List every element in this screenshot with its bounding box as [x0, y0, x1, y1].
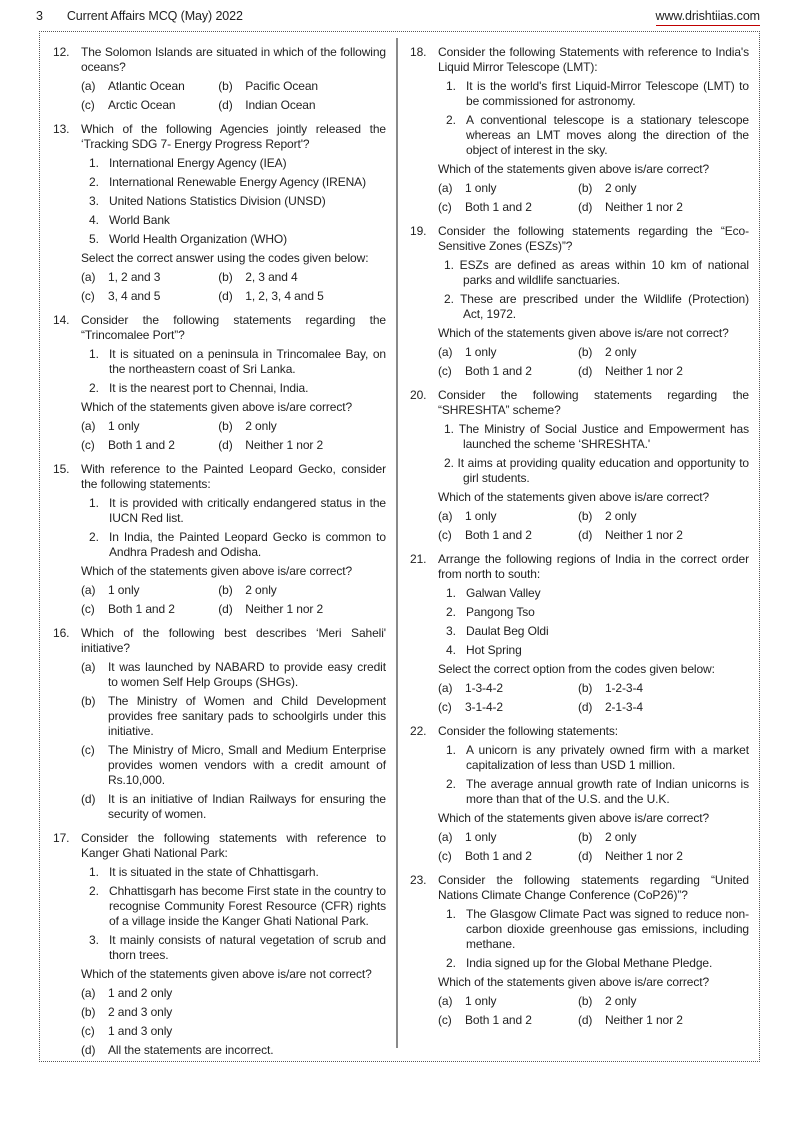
question-number: 18.	[410, 45, 427, 59]
statement-text: The Ministry of Social Justice and Empowerment has launched the scheme ‘SHRESHTA.'	[458, 422, 749, 451]
option	[578, 181, 749, 196]
question-number: 17.	[53, 831, 70, 845]
option-text: It is an initiative of Indian Railways for ensuring the security of women.	[108, 792, 386, 821]
statement-text: World Health Organization (WHO)	[109, 232, 288, 246]
option	[81, 694, 386, 739]
option-text: 1, 2, 3, 4 and 5	[245, 289, 324, 303]
question	[410, 224, 749, 379]
option-label: (d)	[218, 438, 233, 452]
question-number: 22.	[410, 724, 427, 738]
option-text: 2-1-3-4	[604, 700, 643, 714]
option-label: (a)	[81, 583, 96, 597]
question-line: Which of the statements given above is/are correct?	[438, 490, 710, 504]
option-text: All the statements are incorrect.	[108, 1043, 274, 1057]
option-text: 1 only	[108, 419, 140, 433]
option-label: (b)	[577, 830, 593, 844]
statement-text: Galwan Valley	[466, 586, 541, 600]
option	[438, 364, 578, 379]
statement	[89, 232, 386, 247]
option-text: It was launched by NABARD to provide easy credit to women Self Help Groups (SHGs).	[108, 660, 386, 689]
option-label: (d)	[218, 98, 233, 112]
statement-label: 4.	[446, 643, 456, 657]
option-text: 2, 3 and 4	[245, 270, 298, 284]
option	[81, 79, 218, 94]
statement-label: 1.	[89, 347, 99, 361]
question	[410, 724, 749, 864]
option-label: (d)	[81, 1043, 96, 1057]
statement-label: 1.	[444, 258, 454, 272]
option	[218, 602, 386, 617]
option-text: Both 1 and 2	[465, 849, 532, 863]
question-number: 12.	[53, 45, 70, 59]
option-label: (a)	[438, 345, 453, 359]
statement-label: 2.	[446, 605, 456, 619]
option-row	[438, 700, 749, 715]
option-label: (d)	[577, 700, 593, 714]
question-line: Which of the statements given above is/are correct?	[81, 564, 353, 578]
question-line: Which of the statements given above is/are correct?	[438, 975, 710, 989]
statement-text: It is the world's first Liquid-Mirror Telescope (LMT) to be commissioned for astronomy.	[466, 79, 749, 108]
question-intro: Consider the following statements regarding the “Trincomalee Port”?	[81, 313, 386, 342]
option-label: (a)	[81, 986, 96, 1000]
statement	[446, 605, 749, 620]
option-row	[438, 200, 749, 215]
option	[81, 1024, 386, 1039]
option	[218, 270, 386, 285]
left-column	[40, 32, 396, 1061]
option-text: 1 and 2 only	[108, 986, 173, 1000]
option-label: (c)	[81, 438, 95, 452]
option-label: (b)	[577, 994, 593, 1008]
statement	[446, 643, 749, 658]
option-label: (b)	[577, 509, 593, 523]
option-row	[81, 270, 386, 285]
option-row	[438, 849, 749, 864]
statement-label: 2.	[89, 530, 99, 544]
page-header	[36, 9, 760, 26]
question	[53, 626, 386, 822]
option	[81, 289, 218, 304]
statement-text: A unicorn is any privately owned firm with a market capitalization of less than USD 1 million.	[466, 743, 749, 772]
option-row	[438, 1013, 749, 1028]
statement-label: 1.	[446, 743, 456, 757]
statement-label: 2.	[446, 777, 456, 791]
statement-text: It is situated in the state of Chhattisgarh.	[109, 865, 319, 879]
question-intro: Which of the following best describes ‘Meri Saheli' initiative?	[81, 626, 386, 655]
option-label: (a)	[438, 181, 453, 195]
option-label: (c)	[438, 528, 452, 542]
question	[410, 388, 749, 543]
option-label: (a)	[81, 270, 96, 284]
option-label: (b)	[218, 419, 233, 433]
option	[438, 830, 578, 845]
option	[81, 1005, 386, 1020]
question	[410, 552, 749, 715]
option	[578, 849, 749, 864]
statement-label: 2.	[89, 381, 99, 395]
option-text: Both 1 and 2	[108, 602, 175, 616]
statement	[89, 496, 386, 526]
option	[438, 345, 578, 360]
option	[578, 509, 749, 524]
statement	[446, 79, 749, 109]
option-row	[438, 181, 749, 196]
option-label: (b)	[218, 79, 233, 93]
statement-text: In India, the Painted Leopard Gecko is common to Andhra Pradesh and Odisha.	[109, 530, 386, 559]
option	[578, 681, 749, 696]
question	[53, 122, 386, 304]
statement	[89, 933, 386, 963]
option-text: 1 only	[108, 583, 140, 597]
option-label: (c)	[81, 1024, 95, 1038]
option-row	[81, 602, 386, 617]
option-text: Atlantic Ocean	[108, 79, 185, 93]
statement-text: These are prescribed under the Wildlife (Protection) Act, 1972.	[460, 292, 749, 321]
option	[81, 602, 218, 617]
option	[578, 1013, 749, 1028]
option-label: (a)	[438, 830, 453, 844]
statement	[89, 156, 386, 171]
statement-text: It is situated on a peninsula in Trincomalee Bay, on the northeastern coast of Sri Lanka.	[109, 347, 386, 376]
statement	[89, 530, 386, 560]
option-row	[81, 98, 386, 113]
option	[81, 583, 218, 598]
option-row	[438, 681, 749, 696]
option-label: (c)	[81, 98, 95, 112]
question-intro: Consider the following statements with reference to Kanger Ghati National Park:	[81, 831, 386, 860]
option	[438, 681, 578, 696]
question-number: 13.	[53, 122, 70, 136]
option-label: (c)	[438, 849, 452, 863]
question-intro: With reference to the Painted Leopard Gecko, consider the following statements:	[81, 462, 386, 491]
document-title: Current Affairs MCQ (May) 2022	[66, 9, 243, 23]
question-line: Select the correct answer using the codes given below:	[81, 251, 369, 265]
option-label: (a)	[438, 509, 453, 523]
option-label: (d)	[577, 1013, 593, 1027]
question-intro: Consider the following statements:	[438, 724, 619, 738]
question	[53, 462, 386, 617]
option-label: (b)	[577, 681, 593, 695]
statement	[446, 956, 749, 971]
option-label: (b)	[577, 181, 593, 195]
option-row	[81, 289, 386, 304]
question-number: 21.	[410, 552, 427, 566]
option-row	[438, 994, 749, 1009]
option-text: Both 1 and 2	[465, 528, 532, 542]
option	[578, 200, 749, 215]
statement	[89, 347, 386, 377]
option-label: (b)	[577, 345, 593, 359]
statement-label: 1.	[89, 496, 99, 510]
option-label: (d)	[218, 289, 233, 303]
statement	[89, 381, 386, 396]
content-box	[39, 31, 760, 1062]
statement-label: 2.	[444, 456, 454, 470]
option	[81, 419, 218, 434]
option-text: 1-3-4-2	[465, 681, 503, 695]
option-row	[438, 364, 749, 379]
option	[438, 700, 578, 715]
page-number: 3	[36, 9, 43, 23]
option-label: (b)	[218, 583, 233, 597]
question-line: Which of the statements given above is/are correct?	[438, 811, 710, 825]
option	[438, 994, 578, 1009]
option	[578, 364, 749, 379]
statement	[89, 884, 386, 929]
option	[438, 181, 578, 196]
statement-text: World Bank	[109, 213, 170, 227]
statement-text: It aims at providing quality education and opportunity to girl students.	[457, 456, 749, 485]
option-text: The Ministry of Micro, Small and Medium Enterprise provides women vendors with a credit amount of Rs.10,000.	[108, 743, 386, 787]
statement-label: 1.	[446, 907, 456, 921]
option-row	[438, 830, 749, 845]
question-intro: Consider the following statements regarding “United Nations Climate Change Conference (CoP26)”?	[438, 873, 749, 902]
option-text: Neither 1 nor 2	[604, 1013, 683, 1027]
option-text: Arctic Ocean	[108, 98, 176, 112]
statement-label: 3.	[89, 194, 99, 208]
option-row	[438, 509, 749, 524]
option-text: Pacific Ocean	[245, 79, 318, 93]
option-text: 2 only	[245, 419, 277, 433]
question-number: 23.	[410, 873, 427, 887]
statement-label: 2.	[89, 884, 99, 898]
option	[81, 1043, 386, 1058]
option-text: 2 only	[604, 181, 637, 195]
option-label: (c)	[438, 1013, 452, 1027]
question-line: Which of the statements given above is/are not correct?	[81, 967, 372, 981]
statement-label: 1.	[446, 79, 456, 93]
option-label: (d)	[577, 849, 593, 863]
question-line: Select the correct option from the codes given below:	[438, 662, 715, 676]
option	[578, 830, 749, 845]
question	[410, 873, 749, 1028]
option-label: (a)	[81, 419, 96, 433]
question	[53, 313, 386, 453]
option	[81, 743, 386, 788]
option	[578, 345, 749, 360]
statement-text: It is the nearest port to Chennai, India.	[109, 381, 309, 395]
statement-text: ESZs are defined as areas within 10 km of national parks and wildlife sanctuaries.	[459, 258, 749, 287]
option	[438, 509, 578, 524]
option	[438, 849, 578, 864]
statement-label: 3.	[89, 933, 99, 947]
statement-text: A conventional telescope is a stationary telescope whereas an LMT moves along the direction of the object of interest in the sky.	[466, 113, 749, 157]
option-text: 1 only	[465, 994, 497, 1008]
option	[438, 200, 578, 215]
option-label: (d)	[577, 528, 593, 542]
question	[53, 831, 386, 1058]
option-label: (c)	[81, 602, 95, 616]
option	[218, 583, 386, 598]
statement-label: 5.	[89, 232, 99, 246]
option-label: (d)	[81, 792, 96, 806]
option-text: Indian Ocean	[245, 98, 316, 112]
option-label: (a)	[438, 994, 453, 1008]
option-label: (b)	[218, 270, 233, 284]
option-text: 1 only	[465, 345, 497, 359]
statement	[89, 194, 386, 209]
statement-text: It mainly consists of natural vegetation of scrub and thorn trees.	[109, 933, 386, 962]
right-column	[398, 32, 759, 1061]
statement-text: India signed up for the Global Methane Pledge.	[466, 956, 713, 970]
option-label: (d)	[577, 200, 593, 214]
website-link[interactable]: www.drishtiias.com	[656, 9, 760, 26]
option-label: (d)	[218, 602, 233, 616]
option	[81, 270, 218, 285]
option-label: (c)	[438, 700, 452, 714]
option-label: (a)	[81, 79, 96, 93]
option-row	[81, 419, 386, 434]
statement-label: 1.	[446, 586, 456, 600]
option	[218, 79, 386, 94]
statement-label: 2.	[446, 956, 456, 970]
statement-text: The Glasgow Climate Pact was signed to reduce non-carbon dioxide greenhouse gas emissions, including methane.	[466, 907, 749, 951]
option	[81, 986, 386, 1001]
option-text: Both 1 and 2	[108, 438, 175, 452]
question-intro: Which of the following Agencies jointly released the ‘Tracking SDG 7- Energy Progress Report'?	[81, 122, 386, 151]
option	[218, 438, 386, 453]
statement	[89, 175, 386, 190]
statement-text: International Renewable Energy Agency (IRENA)	[109, 175, 366, 189]
question-number: 16.	[53, 626, 70, 640]
question-number: 19.	[410, 224, 427, 238]
option	[438, 1013, 578, 1028]
statement	[446, 777, 749, 807]
option-text: Neither 1 nor 2	[604, 364, 683, 378]
statement-label: 1.	[89, 865, 99, 879]
option	[81, 438, 218, 453]
option-label: (a)	[81, 660, 96, 674]
statement-text: The average annual growth rate of Indian unicorns is more than that of the U.S. and the U.K.	[466, 777, 749, 806]
option-text: Neither 1 nor 2	[245, 438, 324, 452]
statement-label: 2.	[446, 113, 456, 127]
option-label: (a)	[438, 681, 453, 695]
option-label: (c)	[438, 200, 452, 214]
question-number: 20.	[410, 388, 427, 402]
statement-label: 1.	[89, 156, 99, 170]
question-intro: Consider the following Statements with reference to India's Liquid Mirror Telescope (LMT):	[438, 45, 749, 74]
option-text: Neither 1 nor 2	[604, 528, 683, 542]
question-line: Which of the statements given above is/are correct?	[438, 162, 710, 176]
option-text: The Ministry of Women and Child Development provides free sanitary pads to schoolgirls under this initiative.	[108, 694, 386, 738]
question-number: 15.	[53, 462, 70, 476]
option-row	[81, 79, 386, 94]
option	[218, 419, 386, 434]
statement	[446, 113, 749, 158]
statement-text: United Nations Statistics Division (UNSD)	[109, 194, 326, 208]
option-text: Both 1 and 2	[465, 200, 532, 214]
statement	[438, 422, 749, 452]
option	[218, 98, 386, 113]
option-text: 1-2-3-4	[604, 681, 643, 695]
option-row	[438, 528, 749, 543]
statement-text: Daulat Beg Oldi	[466, 624, 549, 638]
statement	[446, 624, 749, 639]
option-text: 1, 2 and 3	[108, 270, 161, 284]
statement	[438, 456, 749, 486]
statement-label: 4.	[89, 213, 99, 227]
statement-text: It is provided with critically endangered status in the IUCN Red list.	[109, 496, 386, 525]
option-text: 1 only	[465, 509, 497, 523]
option-text: 2 only	[604, 345, 637, 359]
option-row	[438, 345, 749, 360]
statement	[438, 258, 749, 288]
statement	[89, 213, 386, 228]
option-label: (b)	[81, 694, 96, 708]
option-row	[81, 583, 386, 598]
option-text: 2 only	[604, 994, 637, 1008]
question-intro: Arrange the following regions of India in the correct order from north to south:	[438, 552, 749, 581]
option	[438, 528, 578, 543]
statement-label: 3.	[446, 624, 456, 638]
statement-label: 1.	[444, 422, 454, 436]
option-row	[81, 438, 386, 453]
option-text: 1 only	[465, 181, 497, 195]
option	[578, 700, 749, 715]
question	[53, 45, 386, 113]
statement-text: International Energy Agency (IEA)	[109, 156, 287, 170]
option-text: Neither 1 nor 2	[604, 849, 683, 863]
option-label: (d)	[577, 364, 593, 378]
option-text: 1 only	[465, 830, 497, 844]
question-number: 14.	[53, 313, 70, 327]
option-text: Both 1 and 2	[465, 364, 532, 378]
statement-label: 2.	[89, 175, 99, 189]
statement	[89, 865, 386, 880]
question-intro: The Solomon Islands are situated in which of the following oceans?	[81, 45, 386, 74]
option-text: 3-1-4-2	[465, 700, 503, 714]
statement-text: Hot Spring	[466, 643, 522, 657]
question-line: Which of the statements given above is/are correct?	[81, 400, 353, 414]
question-line: Which of the statements given above is/are not correct?	[438, 326, 729, 340]
option-text: 1 and 3 only	[108, 1024, 173, 1038]
statement	[446, 907, 749, 952]
option-label: (c)	[438, 364, 452, 378]
statement-label: 2.	[444, 292, 454, 306]
question-intro: Consider the following statements regarding the “SHRESHTA” scheme?	[438, 388, 749, 417]
option-label: (b)	[81, 1005, 96, 1019]
option-text: Both 1 and 2	[465, 1013, 532, 1027]
statement-text: Pangong Tso	[466, 605, 535, 619]
option-text: Neither 1 nor 2	[245, 602, 324, 616]
option-text: 2 and 3 only	[108, 1005, 173, 1019]
option-text: 2 only	[604, 509, 637, 523]
statement	[438, 292, 749, 322]
option	[81, 98, 218, 113]
option	[81, 660, 386, 690]
option	[81, 792, 386, 822]
option-text: 2 only	[604, 830, 637, 844]
option-text: 3, 4 and 5	[108, 289, 161, 303]
statement	[446, 743, 749, 773]
option-text: Neither 1 nor 2	[604, 200, 683, 214]
option-label: (c)	[81, 743, 95, 757]
option-text: 2 only	[245, 583, 277, 597]
statement-text: Chhattisgarh has become First state in the country to recognise Community Forest Resource (CFR) rights of a village inside the Kanger Ghati National Park.	[109, 884, 386, 928]
option	[218, 289, 386, 304]
option-label: (c)	[81, 289, 95, 303]
option	[578, 528, 749, 543]
statement	[446, 586, 749, 601]
option	[578, 994, 749, 1009]
question	[410, 45, 749, 215]
question-intro: Consider the following statements regarding the “Eco-Sensitive Zones (ESZs)”?	[438, 224, 749, 253]
